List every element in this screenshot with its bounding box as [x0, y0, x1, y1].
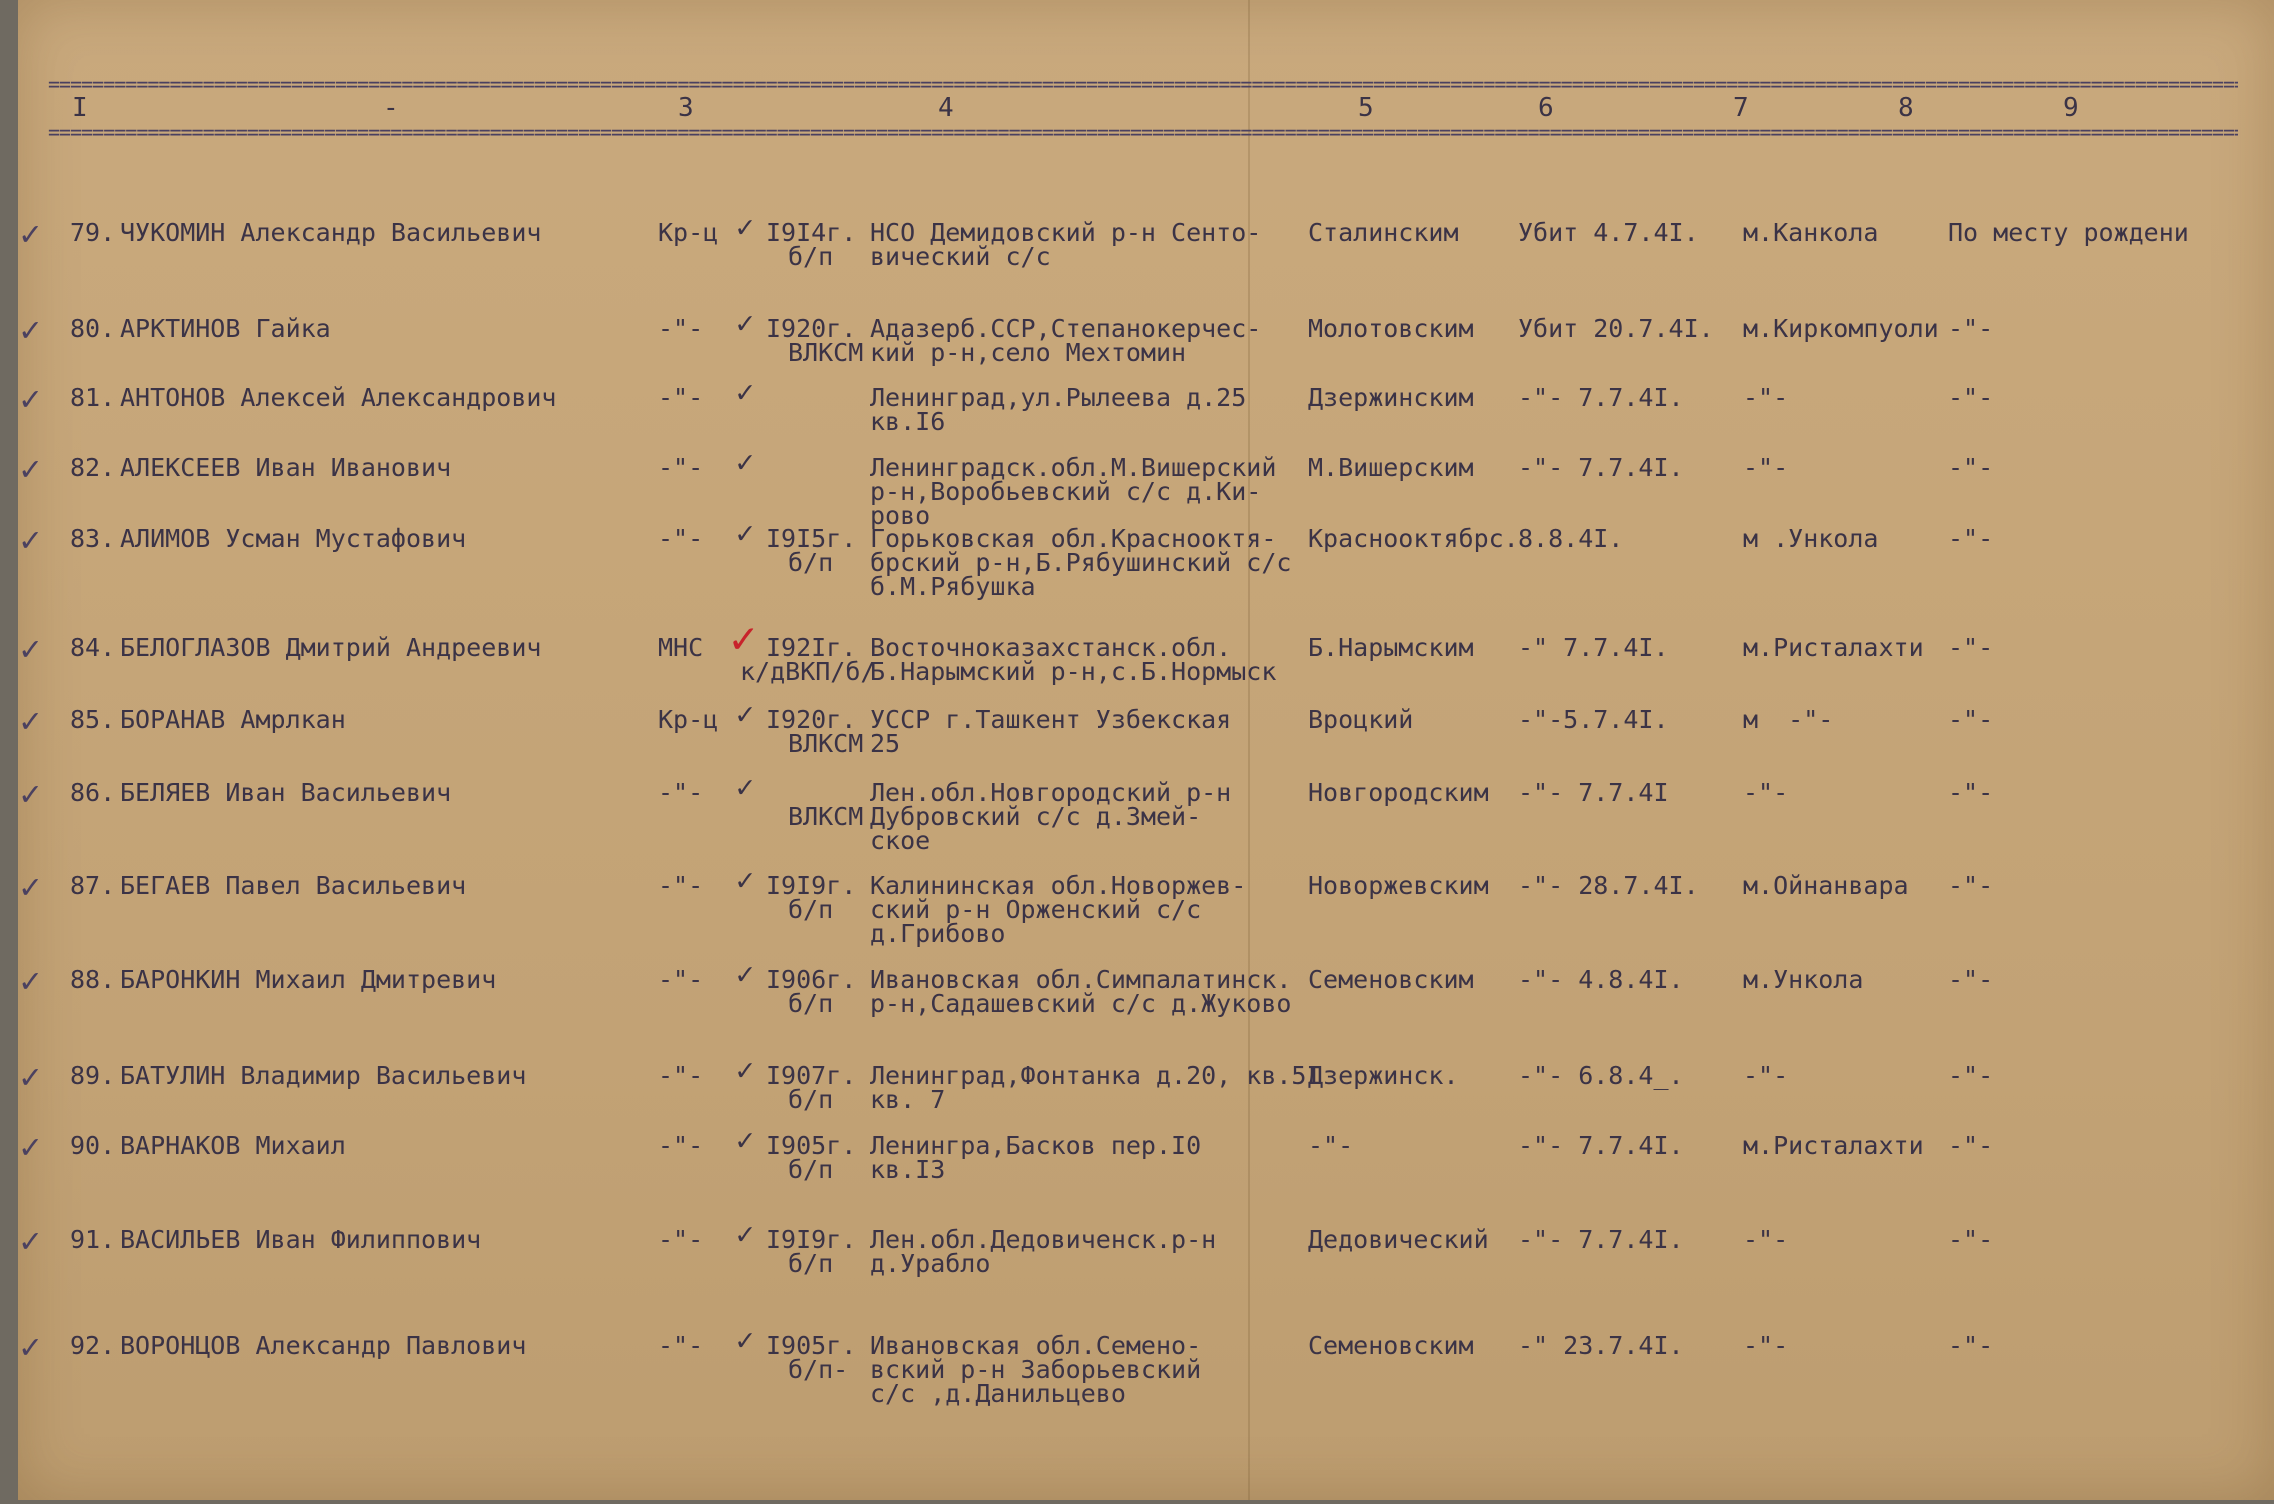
cell-addr2: кв.I6: [870, 407, 946, 436]
cell-num: 91.: [70, 1225, 116, 1254]
cell-year: I920г.: [766, 705, 857, 734]
cell-place: м.Киркомпуоли: [1743, 314, 1939, 343]
cell-addr2: вский р-н Заборьевский: [870, 1355, 1202, 1384]
cell-num: 92.: [70, 1331, 116, 1360]
cell-death: -"- 4.8.4I.: [1518, 965, 1684, 994]
cell-rank: -"-: [658, 1061, 704, 1090]
cell-rvk: Б.Нарымским: [1308, 633, 1474, 662]
cell-death: Убит 20.7.4I.: [1518, 314, 1714, 343]
cell-addr1: УССР г.Ташкент Узбекская: [870, 705, 1232, 734]
cell-death: -" 23.7.4I.: [1518, 1331, 1684, 1360]
cell-rvk: Краснооктябрс.: [1308, 524, 1519, 553]
cell-addr1: Ленингра,Басков пер.I0: [870, 1131, 1202, 1160]
cell-place: м.Ристалахти: [1743, 633, 1924, 662]
cell-rvk: Новоржевским: [1308, 871, 1489, 900]
cell-year: I905г.: [766, 1331, 857, 1360]
cell-rvk: М.Вишерским: [1308, 453, 1474, 482]
cell-party: б/п: [788, 1249, 834, 1278]
column-number-6: 6: [1538, 93, 1554, 123]
cell-place: м.Ункола: [1743, 965, 1864, 994]
cell-rank: -"-: [658, 314, 704, 343]
cell-death: 8.8.4I.: [1518, 524, 1624, 553]
cell-party: б/п: [788, 895, 834, 924]
cell-rvk: -"-: [1308, 1131, 1354, 1160]
cell-year: I9I9г.: [766, 1225, 857, 1254]
check-icon: ✓: [736, 210, 755, 245]
cell-rank: -"-: [658, 1131, 704, 1160]
cell-year: I92Iг.: [766, 633, 857, 662]
cell-place: м.Ойнанвара: [1743, 871, 1909, 900]
column-number-8: 8: [1898, 93, 1914, 123]
check-icon: ✓: [736, 445, 755, 480]
cell-notify: -"-: [1948, 1225, 1994, 1254]
cell-rank: -"-: [658, 1331, 704, 1360]
cell-addr2: кв. 7: [870, 1085, 946, 1114]
cell-year: I9I5г.: [766, 524, 857, 553]
cell-party: б/п: [788, 242, 834, 271]
check-icon: ✓: [736, 375, 755, 410]
cell-place: -"-: [1743, 453, 1789, 482]
cell-addr3: д.Грибово: [870, 919, 1006, 948]
cell-name: АРКТИНОВ Гайка: [120, 314, 331, 343]
check-icon: ✓: [736, 770, 755, 805]
cell-rank: -"-: [658, 871, 704, 900]
check-mark-icon: ✓: [20, 214, 41, 254]
cell-party: б/п: [788, 989, 834, 1018]
cell-notify: По месту рождени: [1948, 218, 2189, 247]
red-check-icon: ✓: [730, 613, 757, 664]
cell-party: к/дВКП/б/: [740, 657, 876, 686]
cell-addr1: Ленинград,Фонтанка д.20, кв.5I: [870, 1061, 1322, 1090]
cell-notify: -"-: [1948, 383, 1994, 412]
cell-num: 89.: [70, 1061, 116, 1090]
cell-death: -" 7.7.4I.: [1518, 633, 1669, 662]
cell-place: -"-: [1743, 1225, 1789, 1254]
cell-name: ВАРНАКОВ Михаил: [120, 1131, 346, 1160]
column-number-3: 3: [678, 93, 694, 123]
cell-name: ВОРОНЦОВ Александр Павлович: [120, 1331, 527, 1360]
cell-addr1: Лен.обл.Дедовиченск.р-н: [870, 1225, 1217, 1254]
cell-addr1: Ивановская обл.Симпалатинск.: [870, 965, 1292, 994]
check-mark-icon: ✓: [20, 961, 41, 1001]
cell-name: БЕЛЯЕВ Иван Васильевич: [120, 778, 452, 807]
cell-num: 86.: [70, 778, 116, 807]
cell-year: I907г.: [766, 1061, 857, 1090]
cell-addr1: Лен.обл.Новгородский р-н: [870, 778, 1232, 807]
cell-death: -"-5.7.4I.: [1518, 705, 1669, 734]
cell-rank: -"-: [658, 778, 704, 807]
cell-place: -"-: [1743, 1061, 1789, 1090]
cell-death: -"- 7.7.4I: [1518, 778, 1669, 807]
check-mark-icon: ✓: [20, 774, 41, 814]
check-icon: ✓: [736, 1217, 755, 1252]
cell-place: -"-: [1743, 778, 1789, 807]
cell-rvk: Дедовический: [1308, 1225, 1489, 1254]
header-rule-bottom: [48, 120, 2238, 144]
cell-rank: Кр-ц: [658, 218, 719, 247]
check-icon: ✓: [736, 863, 755, 898]
cell-num: 90.: [70, 1131, 116, 1160]
check-mark-icon: ✓: [20, 867, 41, 907]
cell-rvk: Вроцкий: [1308, 705, 1414, 734]
cell-addr1: Ленинградск.обл.М.Вишерский: [870, 453, 1277, 482]
cell-notify: -"-: [1948, 524, 1994, 553]
check-icon: ✓: [736, 957, 755, 992]
cell-year: I906г.: [766, 965, 857, 994]
cell-addr3: б.М.Рябушка: [870, 572, 1036, 601]
cell-notify: -"-: [1948, 778, 1994, 807]
cell-addr1: Ивановская обл.Семено-: [870, 1331, 1202, 1360]
cell-rvk: Семеновским: [1308, 1331, 1474, 1360]
cell-addr2: р-н,Садашевский с/с д.Жуково: [870, 989, 1292, 1018]
cell-addr1: Восточноказахстанск.обл.: [870, 633, 1232, 662]
cell-addr3: ское: [870, 826, 931, 855]
column-number-7: 7: [1733, 93, 1749, 123]
cell-addr2: Дубровский с/с д.Змей-: [870, 802, 1202, 831]
cell-name: ВАСИЛЬЕВ Иван Филиппович: [120, 1225, 482, 1254]
cell-num: 85.: [70, 705, 116, 734]
cell-addr2: кв.I3: [870, 1155, 946, 1184]
cell-notify: -"-: [1948, 871, 1994, 900]
check-icon: ✓: [736, 516, 755, 551]
cell-name: АЛИМОВ Усман Мустафович: [120, 524, 467, 553]
cell-year: I9I4г.: [766, 218, 857, 247]
cell-num: 80.: [70, 314, 116, 343]
check-icon: ✓: [736, 1323, 755, 1358]
check-mark-icon: ✓: [20, 701, 41, 741]
check-mark-icon: ✓: [20, 449, 41, 489]
column-number-9: 9: [2063, 93, 2079, 123]
cell-notify: -"-: [1948, 453, 1994, 482]
check-mark-icon: ✓: [20, 629, 41, 669]
cell-notify: -"-: [1948, 1131, 1994, 1160]
cell-notify: -"-: [1948, 314, 1994, 343]
cell-addr1: Калининская обл.Новоржев-: [870, 871, 1247, 900]
cell-death: Убит 4.7.4I.: [1518, 218, 1699, 247]
cell-death: -"- 7.7.4I.: [1518, 453, 1684, 482]
column-number-2: -: [383, 93, 399, 123]
cell-notify: -"-: [1948, 1061, 1994, 1090]
cell-notify: -"-: [1948, 633, 1994, 662]
cell-name: БЕЛОГЛАЗОВ Дмитрий Андреевич: [120, 633, 542, 662]
column-number-4: 4: [938, 93, 954, 123]
cell-rvk: Сталинским: [1308, 218, 1459, 247]
cell-rvk: Новгородским: [1308, 778, 1489, 807]
cell-name: БЕГАЕВ Павел Васильевич: [120, 871, 467, 900]
cell-name: ЧУКОМИН Александр Васильевич: [120, 218, 542, 247]
check-mark-icon: ✓: [20, 310, 41, 350]
cell-num: 83.: [70, 524, 116, 553]
cell-party: б/п-: [788, 1355, 849, 1384]
cell-year: I9I9г.: [766, 871, 857, 900]
check-icon: ✓: [736, 306, 755, 341]
cell-rank: -"-: [658, 453, 704, 482]
cell-rvk: Дзержинск.: [1308, 1061, 1459, 1090]
cell-party: б/п: [788, 548, 834, 577]
cell-name: АЛЕКСЕЕВ Иван Иванович: [120, 453, 452, 482]
check-mark-icon: ✓: [20, 1221, 41, 1261]
cell-num: 82.: [70, 453, 116, 482]
cell-party: ВЛКСМ: [788, 802, 864, 831]
cell-addr1: Горьковская обл.Краснооктя-: [870, 524, 1277, 553]
cell-addr2: ский р-н Орженский с/с: [870, 895, 1202, 924]
cell-death: -"- 28.7.4I.: [1518, 871, 1699, 900]
cell-rank: МНС: [658, 633, 704, 662]
cell-addr2: кий р-н,село Мехтомин: [870, 338, 1187, 367]
cell-addr2: д.Урабло: [870, 1249, 991, 1278]
cell-addr1: Ленинград,ул.Рылеева д.25: [870, 383, 1247, 412]
column-number-1: I: [72, 93, 88, 123]
cell-party: б/п: [788, 1085, 834, 1114]
cell-name: БАТУЛИН Владимир Васильевич: [120, 1061, 527, 1090]
cell-addr2: вический с/с: [870, 242, 1051, 271]
column-number-5: 5: [1358, 93, 1374, 123]
cell-addr2: брский р-н,Б.Рябушинский с/с: [870, 548, 1292, 577]
cell-party: ВЛКСМ: [788, 729, 864, 758]
cell-addr3: рово: [870, 501, 931, 530]
cell-addr1: Адазерб.ССР,Степанокерчес-: [870, 314, 1262, 343]
cell-name: АНТОНОВ Алексей Александрович: [120, 383, 557, 412]
cell-notify: -"-: [1948, 1331, 1994, 1360]
cell-rank: Кр-ц: [658, 705, 719, 734]
cell-addr2: 25: [870, 729, 901, 758]
cell-num: 87.: [70, 871, 116, 900]
check-icon: ✓: [736, 1053, 755, 1088]
check-mark-icon: ✓: [20, 379, 41, 419]
cell-party: ВЛКСМ: [788, 338, 864, 367]
document-sheet: [18, 0, 2274, 1500]
check-mark-icon: ✓: [20, 1057, 41, 1097]
cell-place: -"-: [1743, 383, 1789, 412]
cell-rank: -"-: [658, 383, 704, 412]
cell-num: 79.: [70, 218, 116, 247]
cell-place: -"-: [1743, 1331, 1789, 1360]
cell-death: -"- 7.7.4I.: [1518, 1225, 1684, 1254]
check-icon: ✓: [736, 697, 755, 732]
cell-num: 88.: [70, 965, 116, 994]
cell-addr2: р-н,Воробьевский с/с д.Ки-: [870, 477, 1262, 506]
cell-year: I920г.: [766, 314, 857, 343]
cell-name: БАРОНКИН Михаил Дмитревич: [120, 965, 497, 994]
cell-num: 84.: [70, 633, 116, 662]
cell-place: м .Ункола: [1743, 524, 1879, 553]
cell-notify: -"-: [1948, 965, 1994, 994]
cell-notify: -"-: [1948, 705, 1994, 734]
cell-name: БОРАНАВ Амрлкан: [120, 705, 346, 734]
cell-rvk: Молотовским: [1308, 314, 1474, 343]
cell-party: б/п: [788, 1155, 834, 1184]
cell-death: -"- 7.7.4I.: [1518, 1131, 1684, 1160]
cell-death: -"- 7.7.4I.: [1518, 383, 1684, 412]
check-mark-icon: ✓: [20, 1327, 41, 1367]
check-icon: ✓: [736, 1123, 755, 1158]
check-mark-icon: ✓: [20, 1127, 41, 1167]
cell-place: м.Канкола: [1743, 218, 1879, 247]
cell-addr1: НСО Демидовский р-н Сенто-: [870, 218, 1262, 247]
cell-place: м.Ристалахти: [1743, 1131, 1924, 1160]
cell-rank: -"-: [658, 1225, 704, 1254]
cell-addr3: с/с ,д.Данильцево: [870, 1379, 1126, 1408]
cell-rvk: Семеновским: [1308, 965, 1474, 994]
cell-rank: -"-: [658, 524, 704, 553]
cell-num: 81.: [70, 383, 116, 412]
cell-addr2: Б.Нарымский р-н,с.Б.Нормыск: [870, 657, 1277, 686]
cell-rank: -"-: [658, 965, 704, 994]
cell-place: м -"-: [1743, 705, 1834, 734]
check-mark-icon: ✓: [20, 520, 41, 560]
cell-rvk: Дзержинским: [1308, 383, 1474, 412]
cell-death: -"- 6.8.4_.: [1518, 1061, 1684, 1090]
cell-year: I905г.: [766, 1131, 857, 1160]
